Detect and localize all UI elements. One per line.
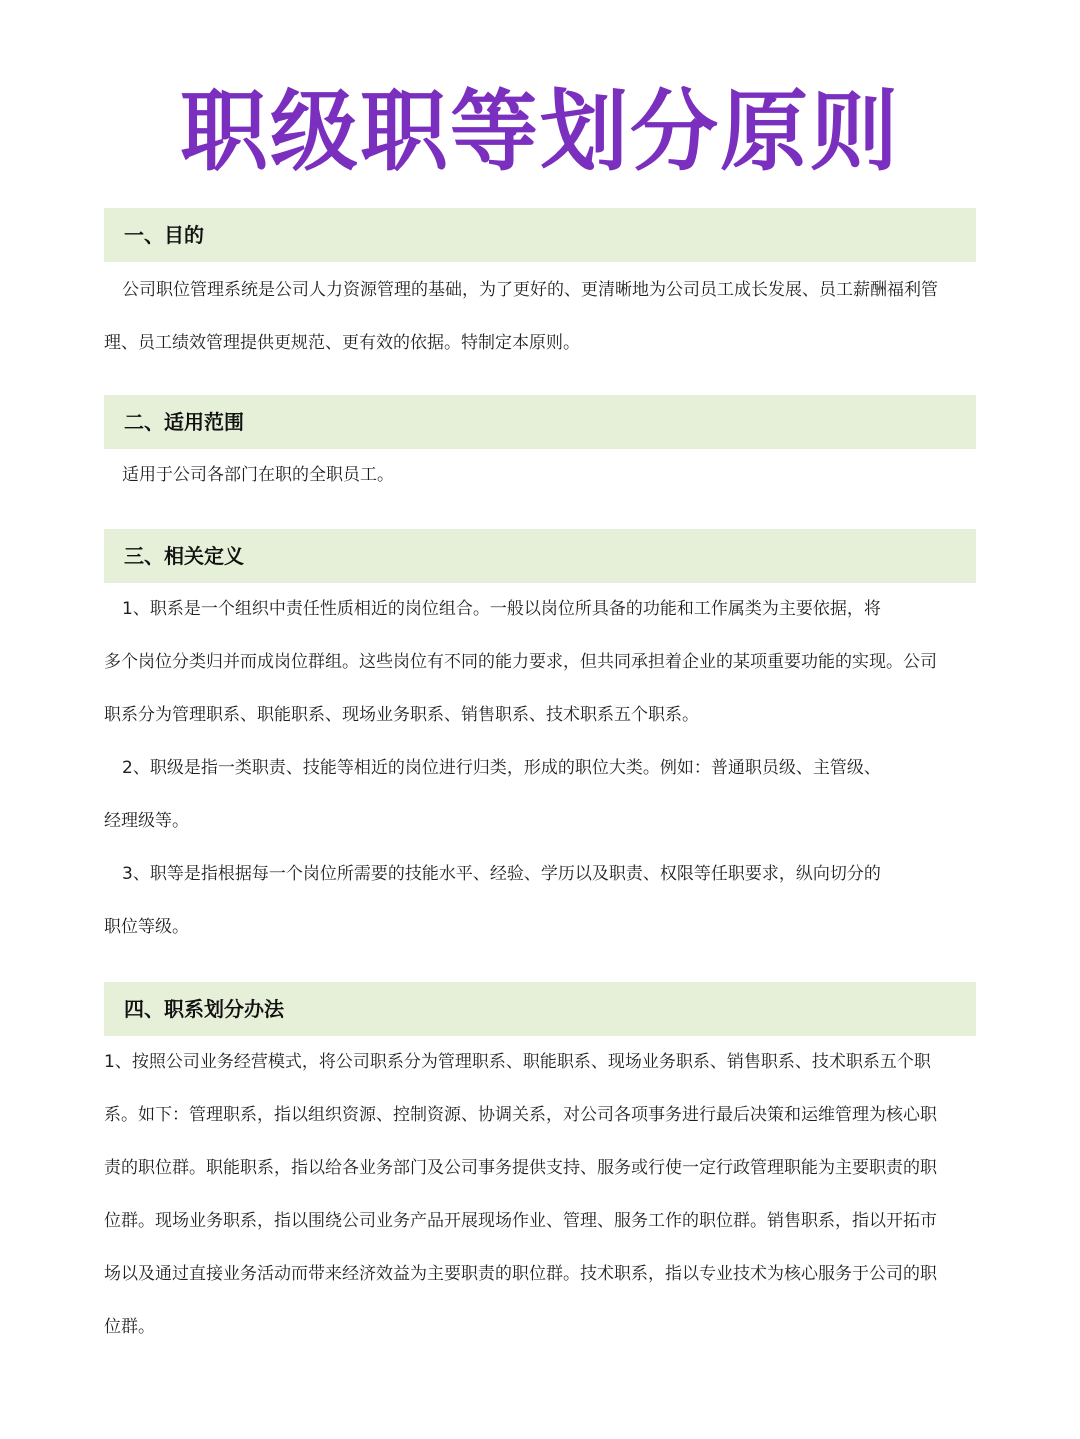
section-purpose	[104, 208, 976, 370]
definition-line: 2、职级是指一类职责、技能等相近的岗位进行归类，形成的职位大类。例如：普通职员级、主管级、	[122, 758, 881, 778]
paragraph-line: 理、员工绩效管理提供更规范、更有效的依据。特制定本原则。	[104, 333, 580, 353]
paragraph-line: 系。如下：管理职系，指以组织资源、控制资源、协调关系，对公司各项事务进行最后决策和运维管理为核心职	[104, 1105, 937, 1125]
paragraph-line: 位群。	[104, 1317, 155, 1337]
paragraph-line: 1、按照公司业务经营模式，将公司职系分为管理职系、职能职系、现场业务职系、销售职系、技术职系五个职	[104, 1052, 931, 1072]
definition-line: 职系分为管理职系、职能职系、现场业务职系、销售职系、技术职系五个职系。	[104, 705, 699, 725]
section-heading: 二、适用范围	[104, 395, 976, 449]
paragraph-line: 责的职位群。职能职系，指以给各业务部门及公司事务提供支持、服务或行使一定行政管理职能为主要职责的职	[104, 1158, 937, 1178]
section-heading: 三、相关定义	[104, 529, 976, 583]
paragraph-line: 场以及通过直接业务活动而带来经济效益为主要职责的职位群。技术职系，指以专业技术为核心服务于公司的职	[104, 1264, 937, 1284]
paragraph-line: 公司职位管理系统是公司人力资源管理的基础，为了更好的、更清晰地为公司员工成长发展、员工薪酬福利管	[122, 280, 938, 300]
definition-line: 职位等级。	[104, 917, 189, 937]
definition-line: 多个岗位分类归并而成岗位群组。这些岗位有不同的能力要求，但共同承担着企业的某项重要功能的实现。公司	[104, 652, 937, 672]
paragraph-line: 适用于公司各部门在职的全职员工。	[122, 465, 394, 485]
definition-line: 3、职等是指根据每一个岗位所需要的技能水平、经验、学历以及职责、权限等任职要求，纵向切分的	[122, 864, 881, 884]
section-scope	[104, 395, 976, 502]
paragraph-line: 位群。现场业务职系，指以围绕公司业务产品开展现场作业、管理、服务工作的职位群。销售职系，指以开拓市	[104, 1211, 937, 1231]
page-title: 职级职等划分原则	[179, 80, 900, 183]
definition-line: 1、职系是一个组织中责任性质相近的岗位组合。一般以岗位所具备的功能和工作属类为主要依据，将	[122, 599, 881, 619]
section-definitions	[104, 529, 976, 954]
definition-line: 经理级等。	[104, 811, 189, 831]
section-classification-method	[104, 982, 976, 1354]
section-heading: 四、职系划分办法	[104, 982, 976, 1036]
section-heading: 一、目的	[104, 208, 976, 262]
